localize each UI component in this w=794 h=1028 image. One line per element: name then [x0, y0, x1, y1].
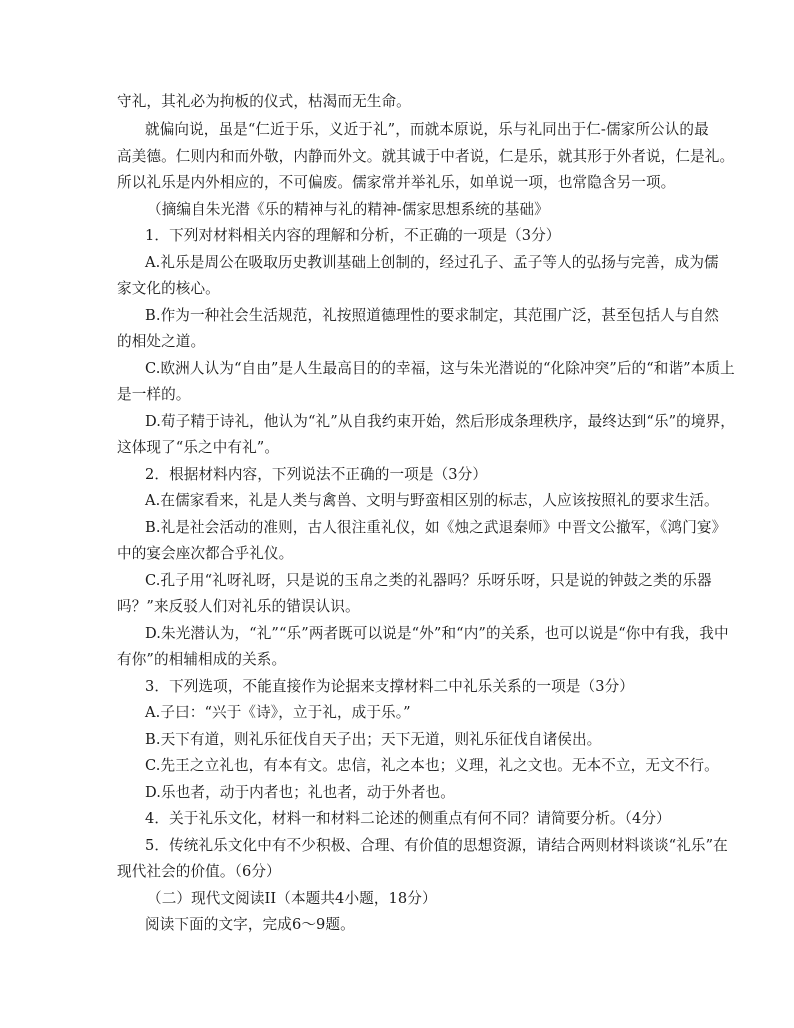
- option-1b: B.作为一种社会生活规范，礼按照道德理性的要求制定，其范围广泛，甚至包括人与自然: [145, 307, 719, 324]
- text-line: 所以礼乐是内外相应的，不可偏废。儒家常并举礼乐，如单说一项，也常隐含另一项。: [117, 174, 676, 191]
- option-1c: C.欧洲人认为“自由”是人生最高目的的幸福，这与朱光潜说的“化除冲突”后的“和谐”本质上: [145, 360, 735, 377]
- option-1c-cont: 是一样的。: [117, 386, 191, 403]
- option-2d: D.朱光潜认为，“礼”“乐”两者既可以说是“外”和“内”的关系，也可以说是“你中有我，我中: [145, 625, 729, 642]
- option-1d: D.荀子精于诗礼，他认为“礼”从自我约束开始，然后形成条理秩序，最终达到“乐”的境界，: [145, 413, 735, 430]
- option-2c: C.孔子用“礼呀礼呀，只是说的玉帛之类的礼器吗？乐呀乐呀，只是说的钟鼓之类的乐器: [145, 572, 712, 589]
- question-5-cont: 现代社会的价值。（6分）: [117, 863, 281, 880]
- question-4: 4．关于礼乐文化，材料一和材料二论述的侧重点有何不同？请简要分析。（4分）: [145, 810, 671, 827]
- text-line: 高美德。仁则内和而外敬，内静而外文。就其诚于中者说，仁是乐，就其形于外者说，仁是礼。: [117, 148, 735, 165]
- question-3: 3．下列选项，不能直接作为论据来支撑材料二中礼乐关系的一项是（3分）: [145, 678, 634, 695]
- question-2: 2．根据材料内容，下列说法不正确的一项是（3分）: [145, 466, 488, 483]
- option-2a: A.在儒家看来，礼是人类与禽兽、文明与野蛮相区别的标志，人应该按照礼的要求生活。: [145, 492, 719, 509]
- option-1a: A.礼乐是周公在吸取历史教训基础上创制的，经过孔子、孟子等人的弘扬与完善，成为儒: [145, 254, 719, 271]
- text-line: 守礼，其礼必为拘板的仪式，枯渴而无生命。: [117, 93, 411, 110]
- option-3a: A.子曰：“兴于《诗》，立于礼，成于乐。”: [145, 704, 411, 721]
- section-heading: （二）现代文阅读II（本题共4小题，18分）: [147, 890, 437, 907]
- option-1a-cont: 家文化的核心。: [117, 280, 220, 297]
- option-3c: C.先王之立礼也，有本有文。忠信，礼之本也；义理，礼之文也。无本不立，无文不行。: [145, 757, 719, 774]
- text-line: 就偏向说，虽是“仁近于乐，义近于礼”，而就本原说，乐与礼同出于仁-儒家所公认的最: [145, 121, 709, 138]
- question-5: 5．传统礼乐文化中有不少积极、合理、有价值的思想资源，请结合两则材料谈谈“礼乐”在: [145, 837, 728, 854]
- option-1d-cont: 这体现了“乐之中有礼”。: [117, 439, 280, 456]
- option-2d-cont: 有你”的相辅相成的关系。: [117, 651, 287, 668]
- question-1: 1．下列对材料相关内容的理解和分析，不正确的一项是（3分）: [145, 227, 561, 244]
- option-3b: B.天下有道，则礼乐征伐自天子出；天下无道，则礼乐征伐自诸侯出。: [145, 731, 602, 748]
- reading-instruction: 阅读下面的文字，完成6～9题。: [145, 916, 355, 933]
- option-1b-cont: 的相处之道。: [117, 333, 206, 350]
- option-3d: D.乐也者，动于内者也；礼也者，动于外者也。: [145, 784, 455, 801]
- option-2c-cont: 吗？”来反驳人们对礼乐的错误认识。: [117, 598, 360, 615]
- option-2b: B.礼是社会活动的准则，古人很注重礼仪，如《烛之武退秦师》中晋文公撤军，《鸿门宴》: [145, 519, 727, 536]
- option-2b-cont: 中的宴会座次都合乎礼仪。: [117, 545, 294, 562]
- source-citation: （摘编自朱光潜《乐的精神与礼的精神-儒家思想系统的基础》: [147, 201, 549, 218]
